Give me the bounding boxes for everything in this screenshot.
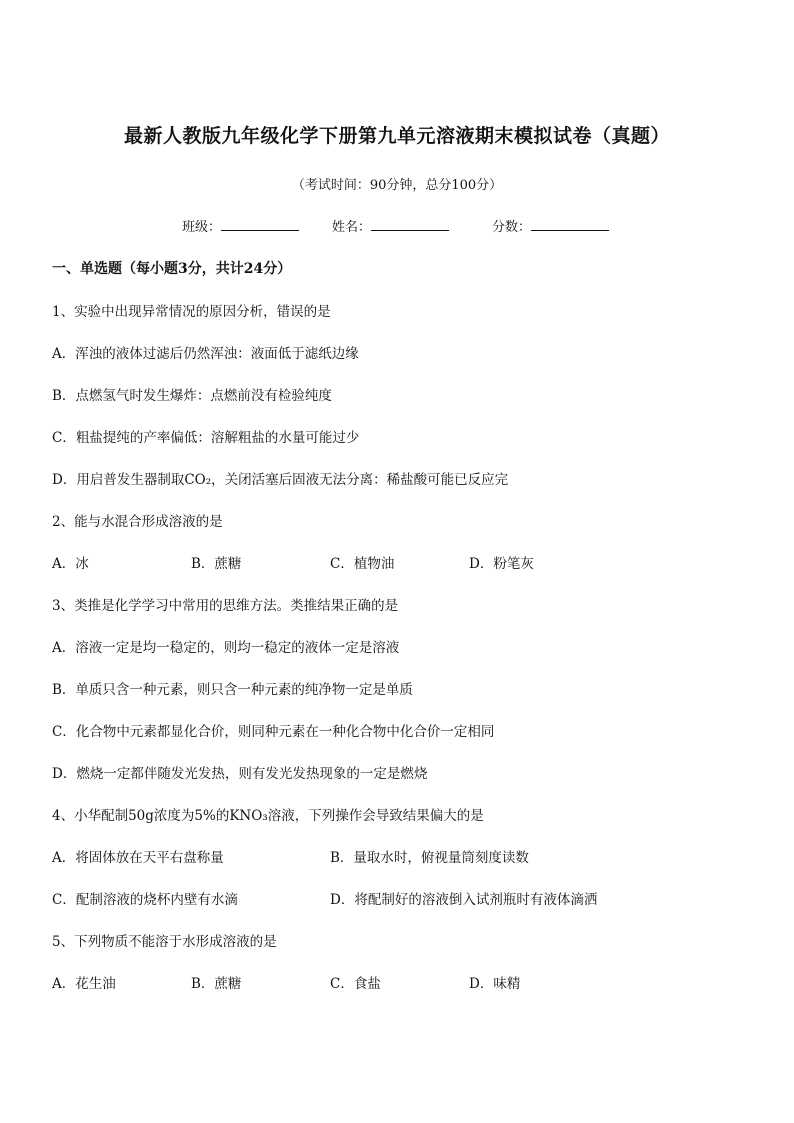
page-title: 最新人教版九年级化学下册第九单元溶液期末模拟试卷（真题）	[123, 125, 670, 147]
name-label: 姓名：	[332, 220, 372, 235]
question-2-option-d: D．粉笔灰	[469, 556, 534, 572]
question-3-option-d: D．燃烧一定都伴随发光发热，则有发光发热现象的一定是燃烧	[52, 766, 428, 782]
class-label: 班级：	[182, 220, 222, 235]
question-3-option-b: B．单质只含一种元素，则只含一种元素的纯净物一定是单质	[52, 682, 413, 698]
question-5-option-d: D．味精	[469, 976, 521, 992]
question-3-option-a: A．溶液一定是均一稳定的，则均一稳定的液体一定是溶液	[52, 640, 400, 656]
exam-time-note: （考试时间：90分钟，总分100分）	[291, 178, 503, 193]
question-4-option-c: C．配制溶液的烧杯内壁有水滴	[52, 892, 238, 908]
question-5-option-b: B．蔗糖	[191, 976, 242, 992]
question-3-option-c: C．化合物中元素都显化合价，则同种元素在一种化合物中化合价一定相同	[52, 724, 495, 740]
question-2-option-c: C．植物油	[330, 556, 395, 572]
question-3-stem: 3、类推是化学学习中常用的思维方法。类推结果正确的是	[52, 598, 399, 614]
score-blank[interactable]	[531, 218, 609, 231]
question-1-option-a: A．浑浊的液体过滤后仍然浑浊：液面低于滤纸边缘	[52, 346, 359, 362]
question-4-option-a: A．将固体放在天平右盘称量	[52, 850, 224, 866]
score-field	[492, 216, 609, 235]
class-field	[182, 216, 299, 235]
question-4-option-d: D．将配制好的溶液倒入试剂瓶时有液体滴洒	[330, 892, 598, 908]
question-2-stem: 2、能与水混合形成溶液的是	[52, 514, 223, 530]
question-5-stem: 5、下列物质不能溶于水形成溶液的是	[52, 934, 277, 950]
question-4-stem: 4、小华配制50g浓度为5%的KNO₃溶液，下列操作会导致结果偏大的是	[52, 808, 484, 824]
score-label: 分数：	[492, 220, 532, 235]
question-1-option-b: B．点燃氢气时发生爆炸：点燃前没有检验纯度	[52, 388, 332, 404]
question-1-option-d: D．用启普发生器制取CO₂，关闭活塞后固液无法分离：稀盐酸可能已反应完	[52, 472, 509, 488]
question-5-option-c: C．食盐	[330, 976, 381, 992]
question-4-option-b: B．量取水时，俯视量筒刻度读数	[330, 850, 529, 866]
section-heading: 一、单选题（每小题3分，共计24分）	[52, 261, 292, 277]
question-5-option-a: A．花生油	[52, 976, 116, 992]
question-2-option-a: A．冰	[52, 556, 89, 572]
question-1-option-c: C．粗盐提纯的产率偏低：溶解粗盐的水量可能过少	[52, 430, 360, 446]
question-2-option-b: B．蔗糖	[191, 556, 242, 572]
name-blank[interactable]	[371, 218, 449, 231]
name-field	[332, 216, 449, 235]
class-blank[interactable]	[221, 218, 299, 231]
question-1-stem: 1、实验中出现异常情况的原因分析，错误的是	[52, 304, 331, 320]
